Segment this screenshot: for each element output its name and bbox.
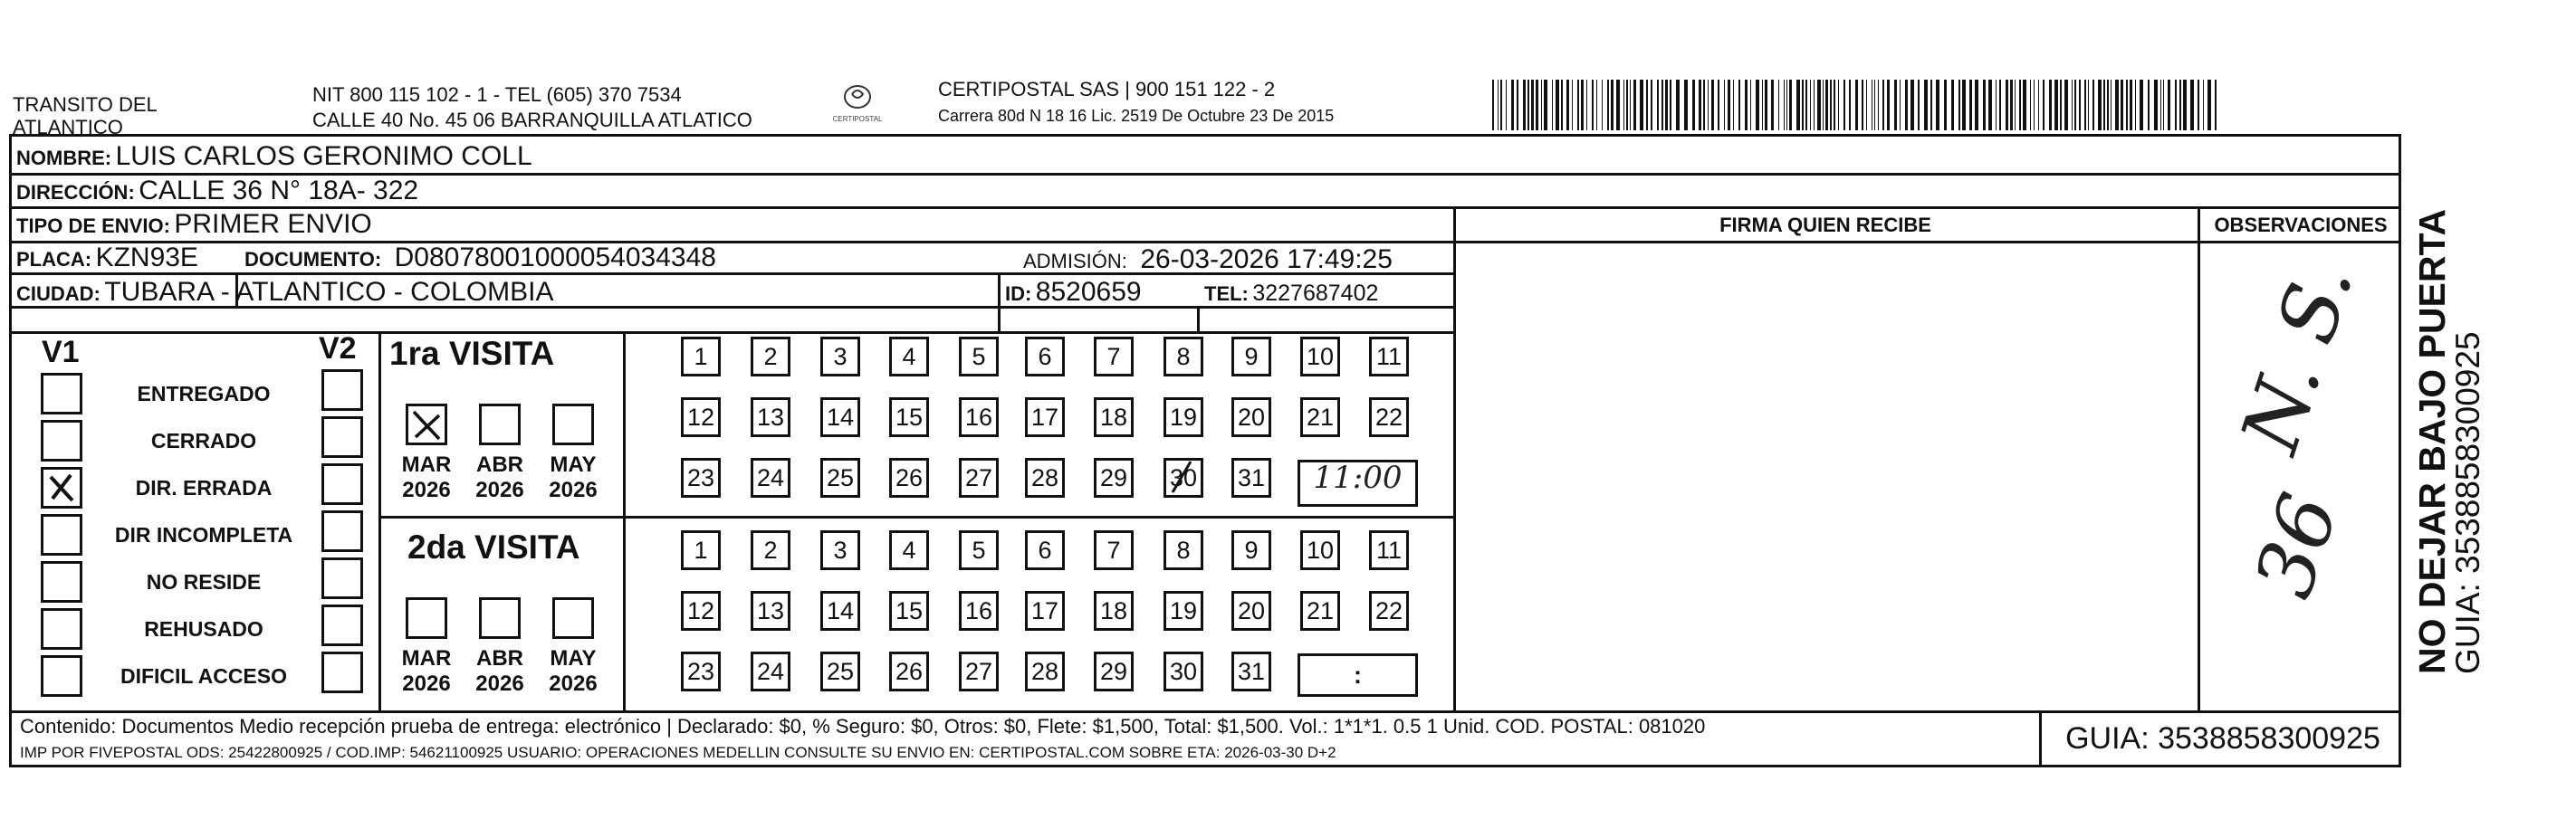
direccion-value: CALLE 36 N° 18A- 322 — [139, 176, 419, 205]
second-visit-day-15[interactable]: 15 — [889, 591, 929, 631]
address-line: CALLE 40 No. 45 06 BARRANQUILLA ATLATICO — [312, 109, 752, 131]
month-name: MAY — [550, 452, 597, 477]
first-visit-day-21[interactable]: 21 — [1300, 397, 1340, 437]
status-label-3: DIR. ERRADA — [135, 476, 273, 500]
second-visit-day-13[interactable]: 13 — [751, 591, 790, 631]
second-visit-day-22[interactable]: 22 — [1369, 591, 1409, 631]
second-visit-day-12[interactable]: 12 — [681, 591, 721, 631]
documento-value: D08078001000054034348 — [394, 243, 716, 272]
month-name: MAR — [401, 646, 452, 671]
placa-value: KZN93E — [95, 243, 198, 272]
sender-name — [13, 93, 158, 138]
first-visit-day-15[interactable]: 15 — [889, 397, 929, 437]
second-visit-day-23[interactable]: 23 — [681, 652, 721, 691]
license-line: Carrera 80d N 18 16 Lic. 2519 De Octubre 23 De 2015 — [938, 107, 1335, 125]
month-year: 2026 — [475, 671, 524, 696]
second-visit-day-26[interactable]: 26 — [889, 652, 929, 691]
placa-cell — [16, 243, 198, 273]
second-visit-month-checkbox-3[interactable] — [552, 597, 594, 639]
tipo-label: TIPO DE ENVIO: — [16, 214, 170, 237]
second-visit-day-29[interactable]: 29 — [1094, 652, 1134, 691]
status-label-2: CERRADO — [150, 429, 257, 452]
first-visit-day-4[interactable]: 4 — [889, 337, 929, 376]
sender-name-line-1: TRANSITO DEL — [13, 93, 158, 116]
second-visit-day-25[interactable]: 25 — [820, 652, 860, 691]
second-visit-day-30[interactable]: 30 — [1164, 652, 1203, 691]
second-visit-day-11[interactable]: 11 — [1369, 530, 1409, 570]
second-visit-day-3[interactable]: 3 — [820, 530, 860, 570]
first-visit-day-8[interactable]: 8 — [1164, 337, 1203, 376]
first-visit-day-20[interactable]: 20 — [1231, 397, 1271, 437]
second-visit-day-7[interactable]: 7 — [1094, 530, 1134, 570]
v1-checkbox-5[interactable] — [41, 561, 82, 603]
first-visit-day-2[interactable]: 2 — [751, 337, 790, 376]
status-label-7: DIFICIL ACCESO — [120, 664, 287, 688]
second-visit-day-16[interactable]: 16 — [959, 591, 999, 631]
first-visit-day-22[interactable]: 22 — [1369, 397, 1409, 437]
first-visit-day-27[interactable]: 27 — [959, 458, 999, 498]
first-visit-day-17[interactable]: 17 — [1025, 397, 1065, 437]
first-visit-day-12[interactable]: 12 — [681, 397, 721, 437]
status-label-1: ENTREGADO — [137, 382, 271, 405]
ciudad-label: CIUDAD: — [16, 282, 101, 305]
first-visit-day-29[interactable]: 29 — [1094, 458, 1134, 498]
first-visit-day-25[interactable]: 25 — [820, 458, 860, 498]
v1-checkbox-2[interactable] — [41, 420, 82, 462]
month-year: 2026 — [402, 478, 451, 502]
company-line: CERTIPOSTAL SAS | 900 151 122 - 2 — [938, 78, 1276, 100]
second-visit-day-24[interactable]: 24 — [751, 652, 790, 691]
footer-guia: GUIA: 3538858300925 — [2065, 721, 2380, 756]
status-label-4: DIR INCOMPLETA — [114, 523, 293, 547]
first-visit-day-11[interactable]: 11 — [1369, 337, 1409, 376]
second-visit-month-checkbox-1[interactable] — [406, 597, 447, 639]
first-visit-month-checkbox-1[interactable] — [406, 404, 447, 445]
first-visit-title: 1ra VISITA — [389, 335, 555, 372]
tipo-row — [16, 209, 372, 240]
second-visit-day-27[interactable]: 27 — [959, 652, 999, 691]
placa-label: PLACA: — [16, 248, 92, 271]
handwritten-note-1: N. S. — [2223, 251, 2371, 463]
month-name: MAR — [401, 452, 452, 477]
second-visit-title: 2da VISITA — [407, 529, 580, 566]
first-visit-day-24[interactable]: 24 — [751, 458, 790, 498]
second-visit-day-4[interactable]: 4 — [889, 530, 929, 570]
second-visit-time: : — [1354, 661, 1362, 689]
month-name: ABR — [476, 452, 523, 477]
second-visit-day-21[interactable]: 21 — [1300, 591, 1340, 631]
second-visit-month-label-3 — [541, 646, 605, 697]
direccion-label: DIRECCIÓN: — [16, 181, 135, 204]
day-30-strike-mark — [1164, 458, 1203, 502]
v1-checkbox-1[interactable] — [41, 373, 82, 414]
status-label-5: NO RESIDE — [146, 570, 262, 594]
first-visit-day-1[interactable]: 1 — [681, 337, 721, 376]
v1-checkbox-7[interactable] — [41, 655, 82, 697]
x-mark-icon — [408, 406, 445, 443]
barcode — [1492, 80, 2217, 130]
second-visit-day-19[interactable]: 19 — [1164, 591, 1203, 631]
first-visit-month-label-3 — [541, 452, 605, 503]
handwritten-note-2: 36 — [2236, 482, 2357, 608]
second-visit-day-1[interactable]: 1 — [681, 530, 721, 570]
first-visit-day-10[interactable]: 10 — [1300, 337, 1340, 376]
second-visit-day-8[interactable]: 8 — [1164, 530, 1203, 570]
second-visit-day-31[interactable]: 31 — [1231, 652, 1271, 691]
pen-mark-icon — [1164, 458, 1203, 498]
v2-checkbox-3[interactable] — [321, 463, 363, 505]
side-warning: NO DEJAR BAJO PUERTA — [2411, 208, 2453, 674]
month-name: ABR — [476, 646, 523, 671]
first-visit-day-28[interactable]: 28 — [1025, 458, 1065, 498]
first-visit-month-label-1 — [395, 452, 458, 503]
v2-checkbox-7[interactable] — [321, 652, 363, 693]
second-visit-day-5[interactable]: 5 — [959, 530, 999, 570]
month-year: 2026 — [475, 478, 524, 502]
x-mark-icon — [43, 470, 80, 506]
second-visit-day-14[interactable]: 14 — [820, 591, 860, 631]
second-visit-day-6[interactable]: 6 — [1025, 530, 1065, 570]
v2-checkbox-1[interactable] — [321, 369, 363, 411]
v2-label: V2 — [319, 331, 357, 366]
month-year: 2026 — [549, 671, 598, 696]
v1-label: V1 — [42, 335, 80, 369]
first-visit-day-18[interactable]: 18 — [1094, 397, 1134, 437]
footer-contenido: Contenido: Documentos Medio recepción prueba de entrega: electrónico | Declarado: $0, % Seguro: $0, Otros: $0, Flete: $1,500, Total: $1,500. Vol.: 1*1*1. 0.5 1 Unid. COD. POSTAL: 081020 — [20, 715, 1706, 738]
first-visit-day-19[interactable]: 19 — [1164, 397, 1203, 437]
side-guia: GUIA: 3538858300925 — [2449, 331, 2486, 674]
first-visit-day-9[interactable]: 9 — [1231, 337, 1271, 376]
first-visit-day-6[interactable]: 6 — [1025, 337, 1065, 376]
direccion-row — [16, 176, 418, 206]
tipo-value: PRIMER ENVIO — [174, 209, 372, 239]
footer-imp: IMP POR FIVEPOSTAL ODS: 25422800925 / COD.IMP: 54621100925 USUARIO: OPERACIONES MEDELLIN CONSULTE SU ENVIO EN: CERTIPOSTAL.COM SOBRE ETA: 2026-03-30 D+2 — [20, 744, 1336, 761]
month-year: 2026 — [402, 671, 451, 696]
v2-checkbox-5[interactable] — [321, 557, 363, 599]
second-visit-day-10[interactable]: 10 — [1300, 530, 1340, 570]
nit-line: NIT 800 115 102 - 1 - TEL (605) 370 7534 — [312, 83, 682, 106]
id-cell — [1005, 277, 1142, 308]
month-year: 2026 — [549, 478, 598, 502]
first-visit-day-31[interactable]: 31 — [1231, 458, 1271, 498]
tel-label: TEL: — [1204, 282, 1249, 305]
status-label-6: REHUSADO — [144, 617, 263, 641]
second-visit-day-9[interactable]: 9 — [1231, 530, 1271, 570]
v2-checkbox-6[interactable] — [321, 605, 363, 646]
first-visit-day-13[interactable]: 13 — [751, 397, 790, 437]
nombre-value: LUIS CARLOS GERONIMO COLL — [115, 141, 532, 171]
observaciones-header: OBSERVACIONES — [2214, 214, 2388, 236]
v1-checkbox-4[interactable] — [41, 514, 82, 556]
documento-label: DOCUMENTO: — [244, 248, 382, 271]
first-visit-day-14[interactable]: 14 — [820, 397, 860, 437]
second-visit-day-17[interactable]: 17 — [1025, 591, 1065, 631]
admision-value: 26-03-2026 17:49:25 — [1140, 244, 1393, 274]
second-visit-day-18[interactable]: 18 — [1094, 591, 1134, 631]
first-visit-month-label-2 — [468, 452, 531, 503]
second-visit-month-checkbox-2[interactable] — [479, 597, 521, 639]
v1-checkbox-3[interactable] — [41, 467, 82, 509]
first-visit-day-16[interactable]: 16 — [959, 397, 999, 437]
first-visit-day-30[interactable]: 30 — [1164, 458, 1203, 498]
first-visit-day-5[interactable]: 5 — [959, 337, 999, 376]
ciudad-value: TUBARA - ATLANTICO - COLOMBIA — [104, 277, 554, 307]
second-visit-time-box[interactable] — [1298, 653, 1418, 697]
second-visit-day-20[interactable]: 20 — [1231, 591, 1271, 631]
first-visit-day-23[interactable]: 23 — [681, 458, 721, 498]
first-visit-day-26[interactable]: 26 — [889, 458, 929, 498]
second-visit-month-label-1 — [395, 646, 458, 697]
first-visit-day-3[interactable]: 3 — [820, 337, 860, 376]
id-value: 8520659 — [1035, 277, 1142, 307]
admision-label: ADMISIÓN: — [1023, 250, 1127, 272]
first-visit-day-7[interactable]: 7 — [1094, 337, 1134, 376]
v2-checkbox-2[interactable] — [321, 416, 363, 458]
id-label: ID: — [1005, 282, 1032, 305]
second-visit-month-label-2 — [468, 646, 531, 697]
documento-cell — [244, 243, 716, 273]
nombre-row — [16, 141, 532, 172]
month-name: MAY — [550, 646, 597, 671]
logo-text: CERTIPOSTAL — [832, 115, 883, 123]
side-vertical-text — [2411, 131, 2486, 674]
v2-checkbox-4[interactable] — [321, 510, 363, 552]
admision-cell — [1023, 244, 1393, 275]
first-visit-month-checkbox-2[interactable] — [479, 404, 521, 445]
v1-checkbox-6[interactable] — [41, 608, 82, 650]
sender-name-line-2: ATLANTICO — [13, 116, 123, 138]
certipostal-logo — [826, 83, 889, 123]
second-visit-day-2[interactable]: 2 — [751, 530, 790, 570]
tel-cell — [1204, 281, 1378, 307]
ciudad-row — [16, 277, 554, 308]
firma-header: FIRMA QUIEN RECIBE — [1719, 214, 1931, 236]
second-visit-day-28[interactable]: 28 — [1025, 652, 1065, 691]
tel-value: 3227687402 — [1252, 281, 1379, 306]
first-visit-time: 11:00 — [1313, 460, 1403, 496]
logo-icon — [842, 83, 873, 110]
first-visit-month-checkbox-3[interactable] — [552, 404, 594, 445]
nombre-label: NOMBRE: — [16, 147, 112, 169]
